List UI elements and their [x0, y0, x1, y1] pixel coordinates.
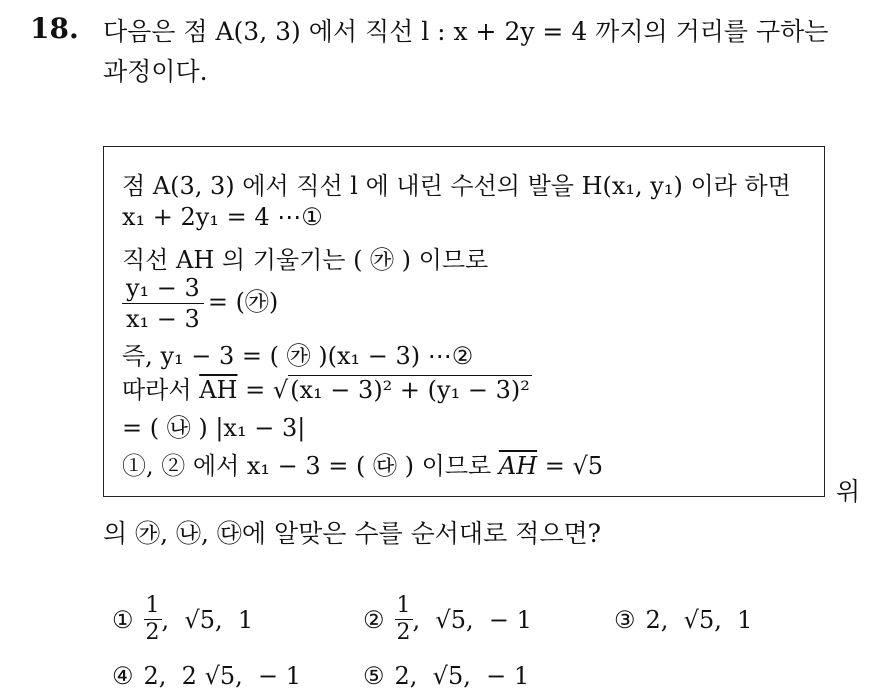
option-5-text: 2, √5, − 1: [394, 662, 530, 690]
line8-value: √5: [572, 452, 604, 480]
distance-radical: √(x₁ − 3)² + (y₁ − 3)²: [272, 376, 530, 404]
radicand: (x₁ − 3)² + (y₁ − 3)²: [290, 376, 530, 404]
segment-ah: $\overline{AH}$: [199, 376, 238, 404]
segment-ah-italic: $\overline{AH}$: [498, 452, 538, 480]
option-1-rest: , √5, 1: [161, 605, 254, 634]
option-4-text: 2, 2 √5, − 1: [143, 662, 302, 690]
option-2-mark: ②: [363, 605, 385, 634]
option-5[interactable]: [363, 662, 529, 690]
line6-equals: =: [245, 376, 266, 404]
box-line-6: [122, 370, 532, 405]
box-line-2: x₁ + 2y₁ = 4 ⋯①: [122, 203, 323, 231]
line8-prefix: ①, ② 에서 x₁ − 3 = ( ㉰ ) 이므로: [122, 452, 492, 480]
option-3-text: 2, √5, 1: [645, 606, 753, 634]
slope-numerator: y₁ − 3: [122, 273, 204, 304]
option-2-numerator: 1: [396, 593, 411, 618]
box-line-8: [122, 446, 603, 481]
option-4-mark: ④: [112, 662, 134, 690]
question-number: 18.: [30, 12, 79, 45]
option-4[interactable]: [112, 662, 301, 690]
option-2[interactable]: [363, 593, 532, 646]
option-1-denominator: 2: [145, 620, 160, 645]
option-2-denominator: 2: [396, 620, 411, 645]
line8-equals: =: [544, 452, 565, 480]
question-text-line2: 과정이다.: [103, 57, 208, 86]
slope-rhs: = (㉮): [207, 288, 279, 316]
line6-prefix: 따라서: [122, 376, 192, 404]
box-line-4: [122, 273, 278, 334]
question-tail-line: 의 ㉮, ㉯, ㉰에 알맞은 수를 순서대로 적으면?: [103, 519, 602, 548]
slope-denominator: x₁ − 3: [126, 305, 200, 333]
option-1[interactable]: [112, 593, 253, 646]
tail-wi: 위: [836, 477, 861, 506]
option-5-mark: ⑤: [363, 662, 385, 690]
option-2-rest: , √5, − 1: [412, 605, 532, 634]
question-text-line1: 다음은 점 A(3, 3) 에서 직선 l : x + 2y = 4 까지의 거리를 구하는: [103, 17, 829, 46]
box-line-3: 직선 AH 의 기울기는 ( ㉮ ) 이므로: [122, 246, 489, 274]
slope-fraction: [122, 273, 204, 334]
box-line-1: 점 A(3, 3) 에서 직선 l 에 내린 수선의 발을 H(x₁, y₁) 이라 하면: [122, 172, 791, 200]
option-2-fraction: [395, 593, 413, 646]
box-line-7: = ( ㉯ ) |x₁ − 3|: [122, 414, 306, 442]
option-3-mark: ③: [614, 606, 636, 634]
option-1-fraction: [144, 593, 162, 646]
option-1-numerator: 1: [145, 593, 160, 618]
option-1-mark: ①: [112, 605, 134, 634]
option-3[interactable]: [614, 606, 752, 634]
box-line-5: 즉, y₁ − 3 = ( ㉮ )(x₁ − 3) ⋯②: [122, 342, 474, 370]
